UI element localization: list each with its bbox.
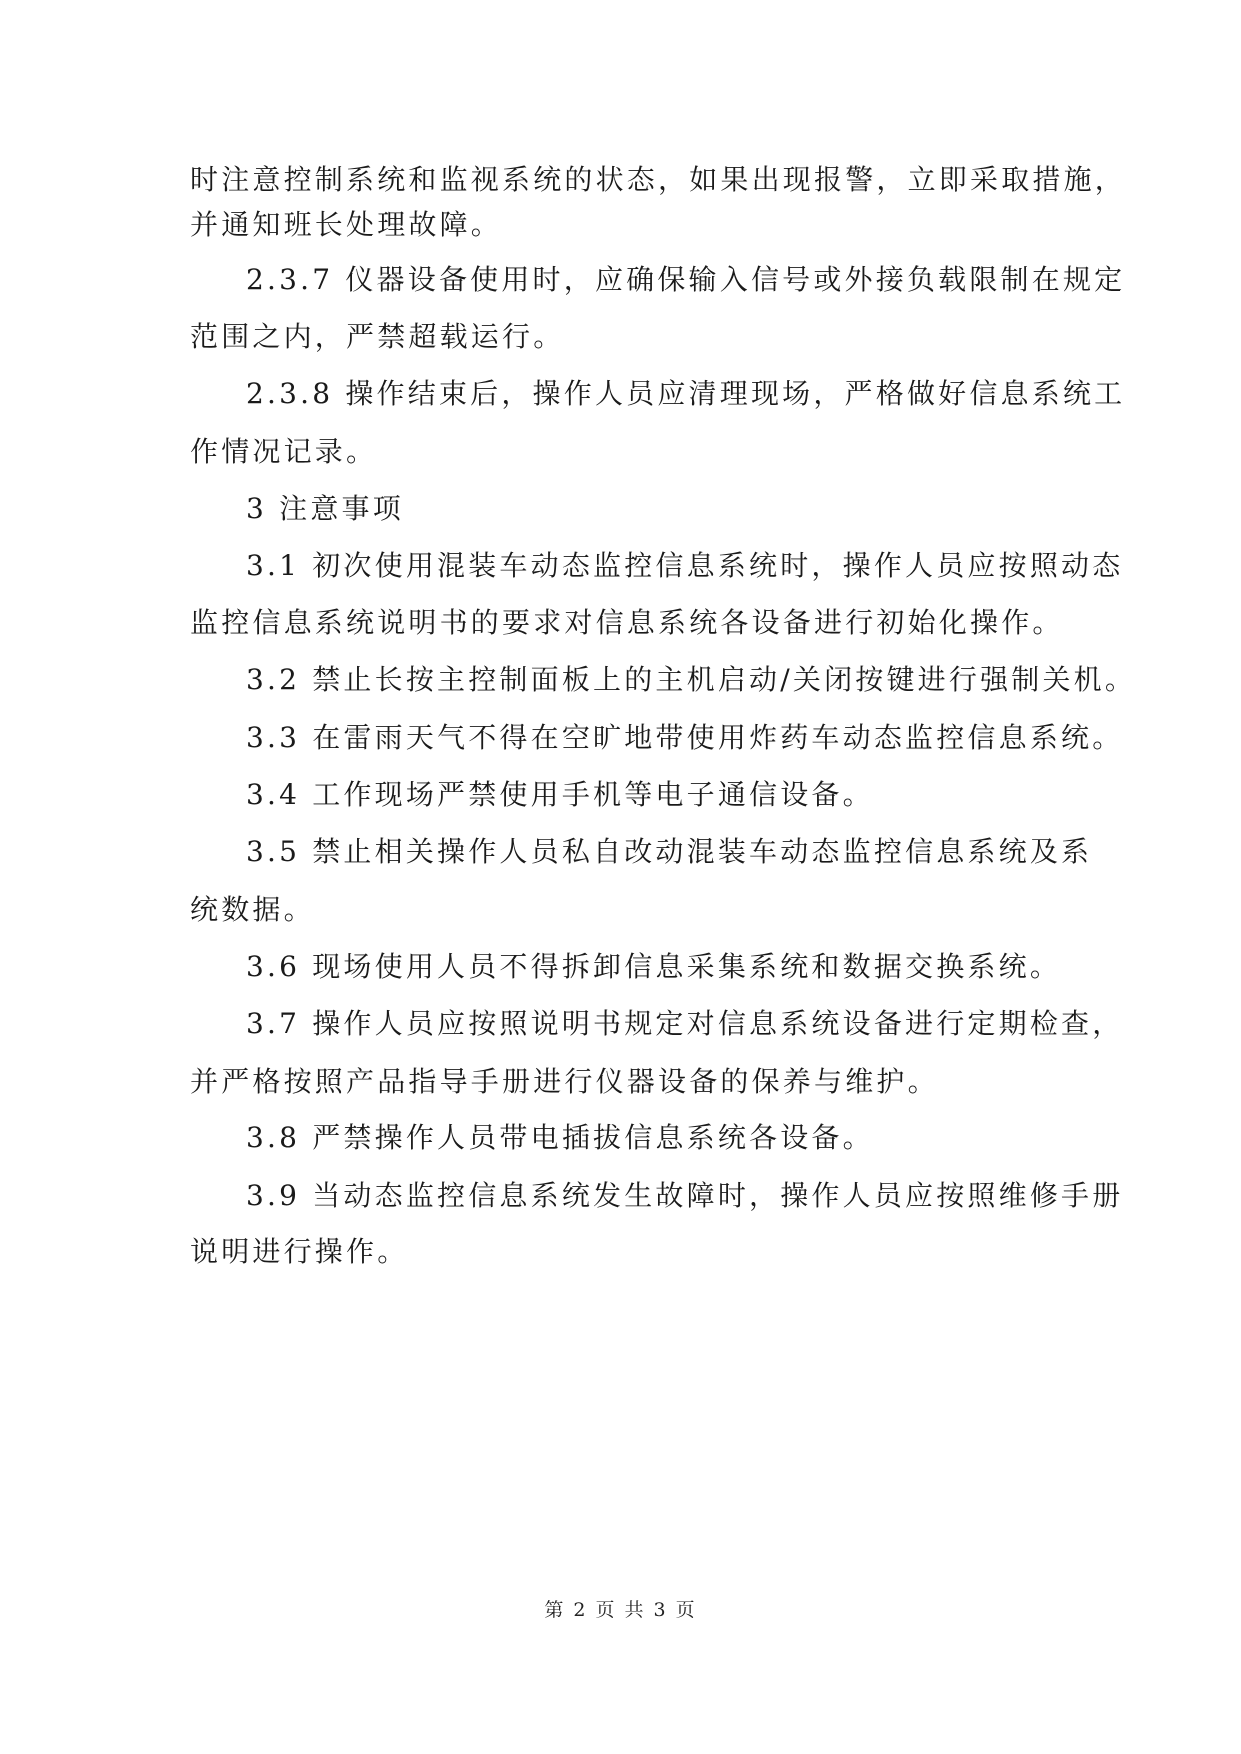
text-line: 并通知班长处理故障。 [190, 208, 503, 241]
paragraph-2-3-8: 2.3.8 操作结束后，操作人员应清理现场，严格做好信息系统工 [246, 377, 1126, 410]
paragraph-2-3-7: 2.3.7 仪器设备使用时，应确保输入信号或外接负载限制在规定 [246, 263, 1126, 296]
page-footer: 第 2 页 共 3 页 [544, 1599, 697, 1621]
section-heading-3: 3 注意事项 [246, 492, 404, 525]
text-line: 说明进行操作。 [190, 1235, 409, 1268]
text-line: 范围之内，严禁超载运行。 [190, 320, 565, 353]
paragraph-3-4: 3.4 工作现场严禁使用手机等电子通信设备。 [246, 778, 874, 811]
text-line: 监控信息系统说明书的要求对信息系统各设备进行初始化操作。 [190, 606, 1064, 639]
paragraph-3-6: 3.6 现场使用人员不得拆卸信息采集系统和数据交换系统。 [246, 950, 1062, 983]
paragraph-3-1: 3.1 初次使用混装车动态监控信息系统时，操作人员应按照动态 [246, 549, 1124, 582]
paragraph-3-3: 3.3 在雷雨天气不得在空旷地带使用炸药车动态监控信息系统。 [246, 721, 1124, 754]
text-line: 统数据。 [190, 893, 315, 926]
text-line: 作情况记录。 [190, 435, 378, 468]
paragraph-3-2: 3.2 禁止长按主控制面板上的主机启动/关闭按键进行强制关机。 [246, 663, 1137, 696]
paragraph-3-8: 3.8 严禁操作人员带电插拔信息系统各设备。 [246, 1121, 874, 1154]
paragraph-3-5: 3.5 禁止相关操作人员私自改动混装车动态监控信息系统及系 [246, 835, 1093, 868]
paragraph-3-9: 3.9 当动态监控信息系统发生故障时，操作人员应按照维修手册 [246, 1179, 1124, 1212]
text-line: 并严格按照产品指导手册进行仪器设备的保养与维护。 [190, 1065, 939, 1098]
paragraph-3-7: 3.7 操作人员应按照说明书规定对信息系统设备进行定期检查， [246, 1007, 1124, 1040]
text-line: 时注意控制系统和监视系统的状态，如果出现报警，立即采取措施， [190, 163, 1127, 196]
